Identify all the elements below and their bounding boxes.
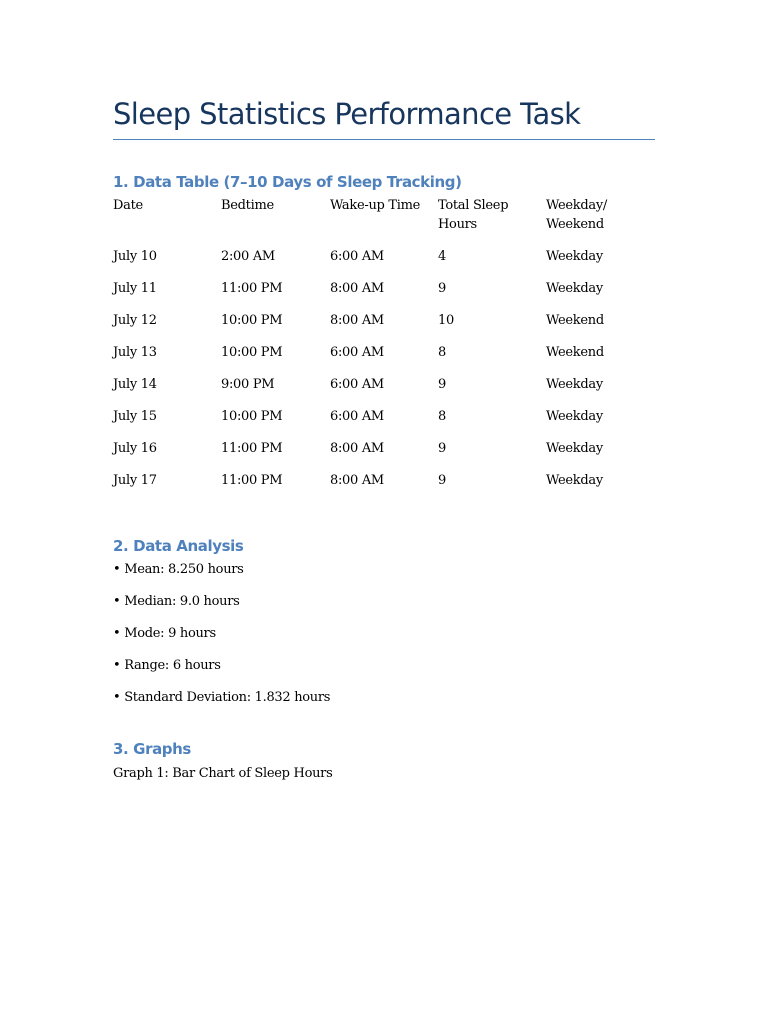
- table-cell: 8:00 AM: [330, 473, 384, 488]
- table-cell: Weekday: [546, 377, 603, 392]
- document-title: Sleep Statistics Performance Task: [113, 97, 581, 131]
- analysis-item-mode: • Mode: 9 hours: [113, 626, 216, 641]
- table-cell: 10:00 PM: [221, 313, 283, 328]
- table-header-weekday: Weekday/: [546, 198, 607, 213]
- table-cell: 11:00 PM: [221, 281, 283, 296]
- document-page: [113, 0, 655, 1024]
- table-cell: 6:00 AM: [330, 249, 384, 264]
- table-cell: 8:00 AM: [330, 441, 384, 456]
- table-cell: July 13: [113, 345, 157, 360]
- table-cell: 2:00 AM: [221, 249, 275, 264]
- section-heading-graphs: 3. Graphs: [113, 740, 191, 758]
- table-cell: 9: [438, 377, 446, 392]
- table-header-date: Date: [113, 198, 143, 213]
- analysis-item-mean: • Mean: 8.250 hours: [113, 562, 244, 577]
- section-heading-data-table: 1. Data Table (7–10 Days of Sleep Tracking): [113, 173, 462, 191]
- table-cell: Weekday: [546, 473, 603, 488]
- table-cell: 11:00 PM: [221, 473, 283, 488]
- analysis-item-median: • Median: 9.0 hours: [113, 594, 240, 609]
- title-underline: [113, 139, 655, 140]
- table-cell: 9: [438, 473, 446, 488]
- table-cell: 9:00 PM: [221, 377, 275, 392]
- table-cell: 11:00 PM: [221, 441, 283, 456]
- table-cell: 10:00 PM: [221, 409, 283, 424]
- table-cell: July 16: [113, 441, 157, 456]
- table-cell: July 11: [113, 281, 157, 296]
- section-heading-data-analysis: 2. Data Analysis: [113, 537, 244, 555]
- analysis-item-range: • Range: 6 hours: [113, 658, 221, 673]
- table-cell: Weekday: [546, 409, 603, 424]
- table-cell: Weekday: [546, 441, 603, 456]
- table-cell: 4: [438, 249, 446, 264]
- table-cell: July 10: [113, 249, 157, 264]
- graph-caption: Graph 1: Bar Chart of Sleep Hours: [113, 766, 333, 781]
- table-header-weekday-line2: Weekend: [546, 217, 604, 232]
- table-cell: 8: [438, 345, 446, 360]
- table-cell: July 14: [113, 377, 157, 392]
- table-cell: 9: [438, 281, 446, 296]
- table-cell: 8:00 AM: [330, 281, 384, 296]
- table-cell: 9: [438, 441, 446, 456]
- table-header-total-sleep: Total Sleep: [438, 198, 509, 213]
- table-header-total-sleep-line2: Hours: [438, 217, 477, 232]
- table-cell: July 12: [113, 313, 157, 328]
- analysis-item-std-dev: • Standard Deviation: 1.832 hours: [113, 690, 331, 705]
- table-cell: 10:00 PM: [221, 345, 283, 360]
- table-cell: July 15: [113, 409, 157, 424]
- table-cell: Weekend: [546, 313, 604, 328]
- table-cell: 6:00 AM: [330, 377, 384, 392]
- table-cell: Weekday: [546, 249, 603, 264]
- table-header-wakeup: Wake-up Time: [330, 198, 421, 213]
- table-cell: July 17: [113, 473, 157, 488]
- table-cell: Weekday: [546, 281, 603, 296]
- table-cell: 10: [438, 313, 454, 328]
- table-cell: 8: [438, 409, 446, 424]
- table-cell: 6:00 AM: [330, 345, 384, 360]
- table-cell: 6:00 AM: [330, 409, 384, 424]
- table-header-bedtime: Bedtime: [221, 198, 274, 213]
- table-cell: 8:00 AM: [330, 313, 384, 328]
- table-cell: Weekend: [546, 345, 604, 360]
